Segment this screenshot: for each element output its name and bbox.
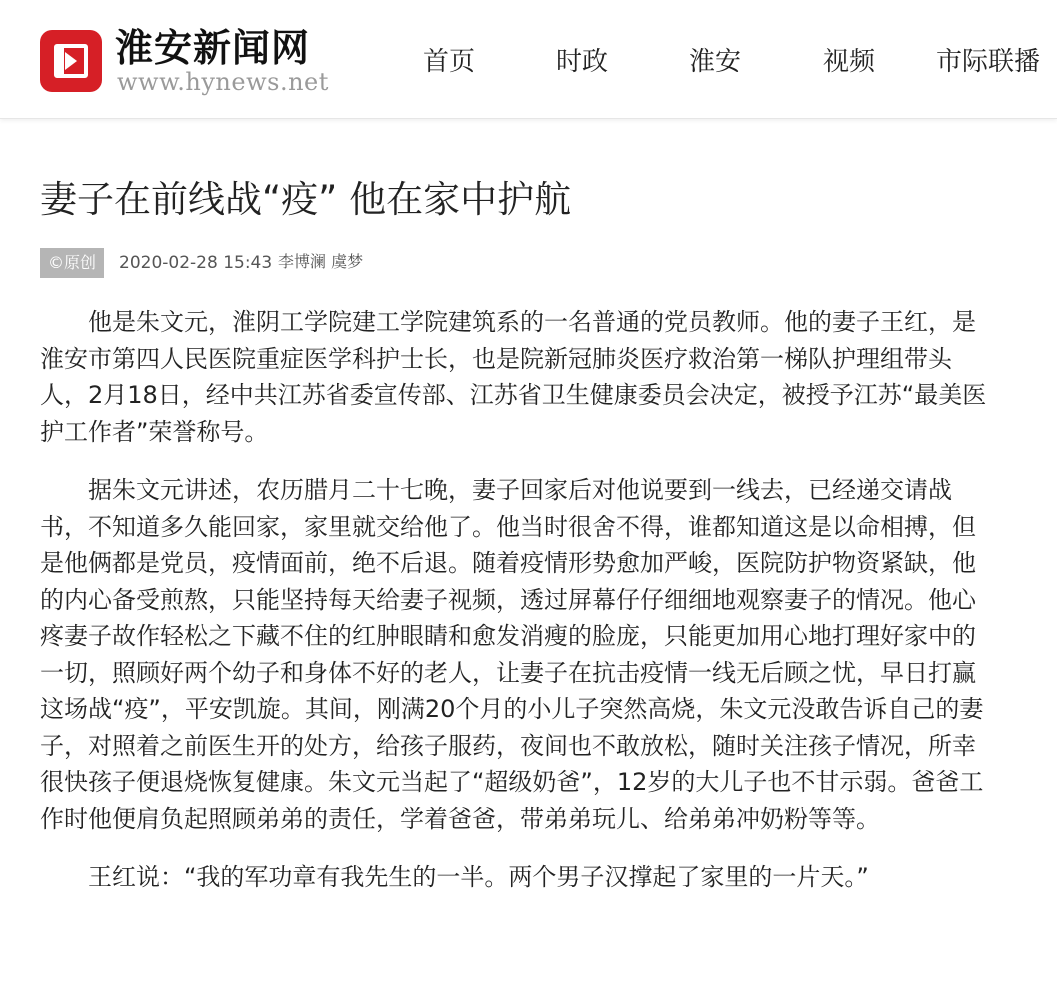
site-domain: www.hynews.net <box>117 68 329 96</box>
article-body <box>40 304 992 918</box>
nav-item-video[interactable]: 视频 <box>823 47 876 77</box>
original-badge: ©原创 <box>40 248 104 278</box>
nav-item-intercity[interactable]: 市际联播 <box>936 47 1041 77</box>
nav-item-politics[interactable]: 时政 <box>556 47 609 77</box>
nav-item-huaian[interactable]: 淮安 <box>689 47 742 77</box>
article-paragraph: 据朱文元讲述，农历腊月二十七晚，妻子回家后对他说要到一线去，已经递交请战书，不知道多久能回家，家里就交给他了。他当时很舍不得，谁都知道这是以命相搏，但是他俩都是党员，疫情面前，绝不后退。随着疫情形势愈加严峻，医院防护物资紧缺，他的内心备受煎熬，只能坚持每天给妻子视频，透过屏幕仔仔细细地观察妻子的情况。他心疼妻子故作轻松之下藏不住的红肿眼睛和愈发消瘦的脸庞，只能更加用心地打理好家中的一切，照顾好两个幼子和身体不好的老人，让妻子在抗击疫情一线无后顾之忧，早日打赢这场战“疫”，平安凯旋。其间，刚满20个月的小儿子突然高烧，朱文元没敢告诉自己的妻子，对照着之前医生开的处方，给孩子服药，夜间也不敢放松，随时关注孩子情况，所幸很快孩子便退烧恢复健康。朱文元当起了“超级奶爸”，12岁的大儿子也不甘示弱。爸爸工作时他便肩负起照顾弟弟的责任，学着爸爸，带弟弟玩儿、给弟弟冲奶粉等等。 <box>40 476 984 833</box>
nav-item-home[interactable]: 首页 <box>423 47 476 77</box>
logo-play-triangle <box>65 52 77 70</box>
article-title: 妻子在前线战“疫” 他在家中护航 <box>40 178 572 221</box>
article-authors: 李博澜 虞梦 <box>278 252 364 271</box>
site-name[interactable]: 淮安新闻网 <box>115 25 311 70</box>
article-paragraph: 王红说：“我的军功章有我先生的一半。两个男子汉撑起了家里的一片天。” <box>88 863 869 891</box>
publish-date: 2020-02-28 15:43 <box>119 253 273 273</box>
logo-bar <box>58 46 64 76</box>
hynews-logo-icon[interactable] <box>40 30 102 92</box>
article-paragraph: 他是朱文元，淮阴工学院建工学院建筑系的一名普通的党员教师。他的妻子王红，是淮安市第四人民医院重症医学科护士长，也是院新冠肺炎医疗救治第一梯队护理组带头人，2月18日，经中共江苏省委宣传部、江苏省卫生健康委员会决定，被授予江苏“最美医护工作者”荣誉称号。 <box>40 308 987 446</box>
site-header <box>0 0 1057 119</box>
